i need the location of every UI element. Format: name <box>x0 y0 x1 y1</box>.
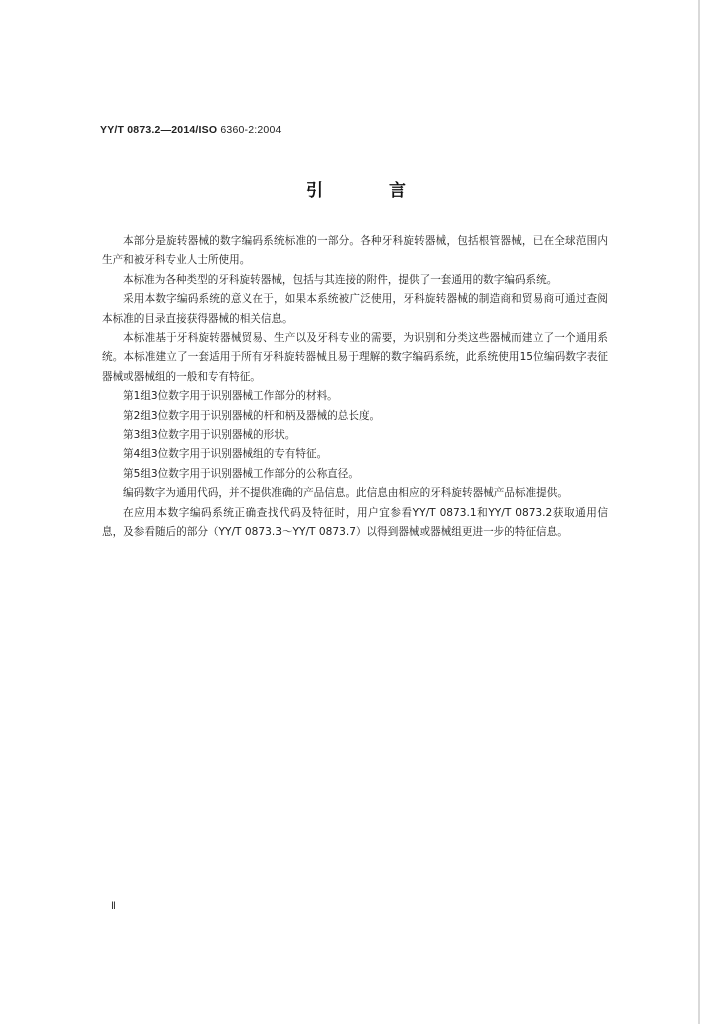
paragraph-generic-code: 编码数字为通用代码，并不提供准确的产品信息。此信息由相应的牙科旋转器械产品标准提供。 <box>123 487 568 500</box>
standard-code: YY/T 0873.2—2014/ISO <box>100 124 218 136</box>
paragraph-group-2: 第2组3位数字用于识别器械的杆和柄及器械的总长度。 <box>123 409 381 422</box>
paragraph-group-4: 第4组3位数字用于识别器械组的专有特征。 <box>123 448 328 461</box>
paragraph-group-5: 第5组3位数字用于识别器械工作部分的公称直径。 <box>123 467 359 480</box>
paragraph-scope: 本部分是旋转器械的数字编码系统标准的一部分。各种牙科旋转器械，包括根管器械，已在全球范围内生产和被牙科专业人士所使用。 <box>102 235 608 267</box>
section-title: 引 言 <box>306 181 436 201</box>
introduction-body <box>102 232 608 543</box>
page-edge-line <box>698 0 700 1024</box>
page-number: Ⅱ <box>111 901 116 912</box>
paragraph-significance: 采用本数字编码系统的意义在于，如果本系统被广泛使用，牙科旋转器械的制造商和贸易商可通过查阅本标准的目录直接获得器械的相关信息。 <box>102 293 608 325</box>
paragraph-purpose: 本标准为各种类型的牙科旋转器械，包括与其连接的附件，提供了一套通用的数字编码系统。 <box>123 273 558 286</box>
iso-code: 6360-2:2004 <box>220 124 282 136</box>
paragraph-basis: 本标准基于牙科旋转器械贸易、生产以及牙科专业的需要，为识别和分类这些器械而建立了一个通用系统。本标准建立了一套适用于所有牙科旋转器械且易于理解的数字编码系统，此系统使用15位编码数字表征器械或器械组的一般和专有特征。 <box>102 332 608 383</box>
paragraph-group-1: 第1组3位数字用于识别器械工作部分的材料。 <box>123 390 338 403</box>
paragraph-application: 在应用本数字编码系统正确查找代码及特征时，用户宜参看YY/T 0873.1和YY/T 0873.2获取通用信息，及参看随后的部分（YY/T 0873.3～YY/T 0873.7）以得到器械或器械组更进一步的特征信息。 <box>102 506 608 539</box>
document-header <box>100 124 282 136</box>
paragraph-group-3: 第3组3位数字用于识别器械的形状。 <box>123 429 296 442</box>
